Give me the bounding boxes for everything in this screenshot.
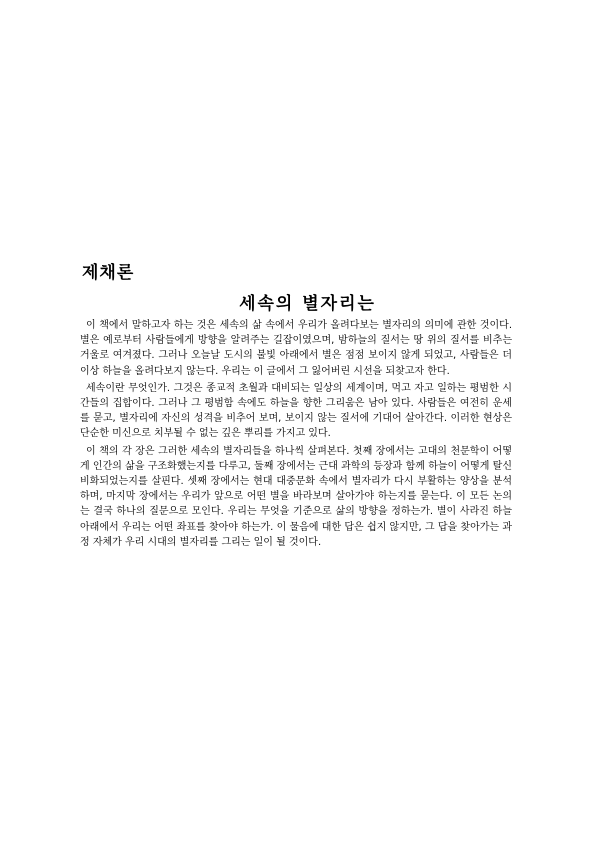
paragraph-1: 이 책에서 말하고자 하는 것은 세속의 삶 속에서 우리가 올려다보는 별자리의 의미에 관한 것이다. 별은 예로부터 사람들에게 방향을 알려주는 길잡이였으며, 밤하늘의 질서는 땅 위의 질서를 비추는 거울로 여겨졌다. 그러나 오늘날 도시의 불빛 아래에서 별은 점점 보이지 않게 되었고, 사람들은 더 이상 하늘을 올려다보지 않는다. 우리는 이 글에서 그 잃어버린 시선을 되찾고자 한다. [80,320,512,377]
document-title: 세속의 별자리는 [239,294,376,314]
paragraph-2: 세속이란 무엇인가. 그것은 종교적 초월과 대비되는 일상의 세계이며, 먹고 자고 일하는 평범한 시간들의 집합이다. 그러나 그 평범함 속에도 하늘을 향한 그리움은 남아 있다. 사람들은 여전히 운세를 묻고, 별자리에 자신의 성격을 비추어 보며, 보이지 않는 질서에 기대어 살아간다. 이러한 현상은 단순한 미신으로 치부될 수 없는 깊은 뿌리를 가지고 있다. [80,382,512,440]
body-text [80,318,512,552]
section-heading: 제채론 [82,263,135,283]
paragraph-3: 이 책의 각 장은 그러한 세속의 별자리들을 하나씩 살펴본다. 첫째 장에서는 고대의 천문학이 어떻게 인간의 삶을 구조화했는지를 다루고, 둘째 장에서는 근대 과학의 등장과 함께 하늘이 어떻게 탈신비화되었는지를 살핀다. 셋째 장에서는 현대 대중문화 속에서 별자리가 다시 부활하는 양상을 분석하며, 마지막 장에서는 우리가 앞으로 어떤 별을 바라보며 살아가야 하는지를 묻는다. 이 모든 논의는 결국 하나의 질문으로 모인다. 우리는 무엇을 기준으로 삶의 방향을 정하는가. 별이 사라진 하늘 아래에서 우리는 어떤 좌표를 찾아야 하는가. 이 물음에 대한 답은 쉽지 않지만, 그 답을 찾아가는 과정 자체가 우리 시대의 별자리를 그리는 일이 될 것이다. [80,445,512,548]
